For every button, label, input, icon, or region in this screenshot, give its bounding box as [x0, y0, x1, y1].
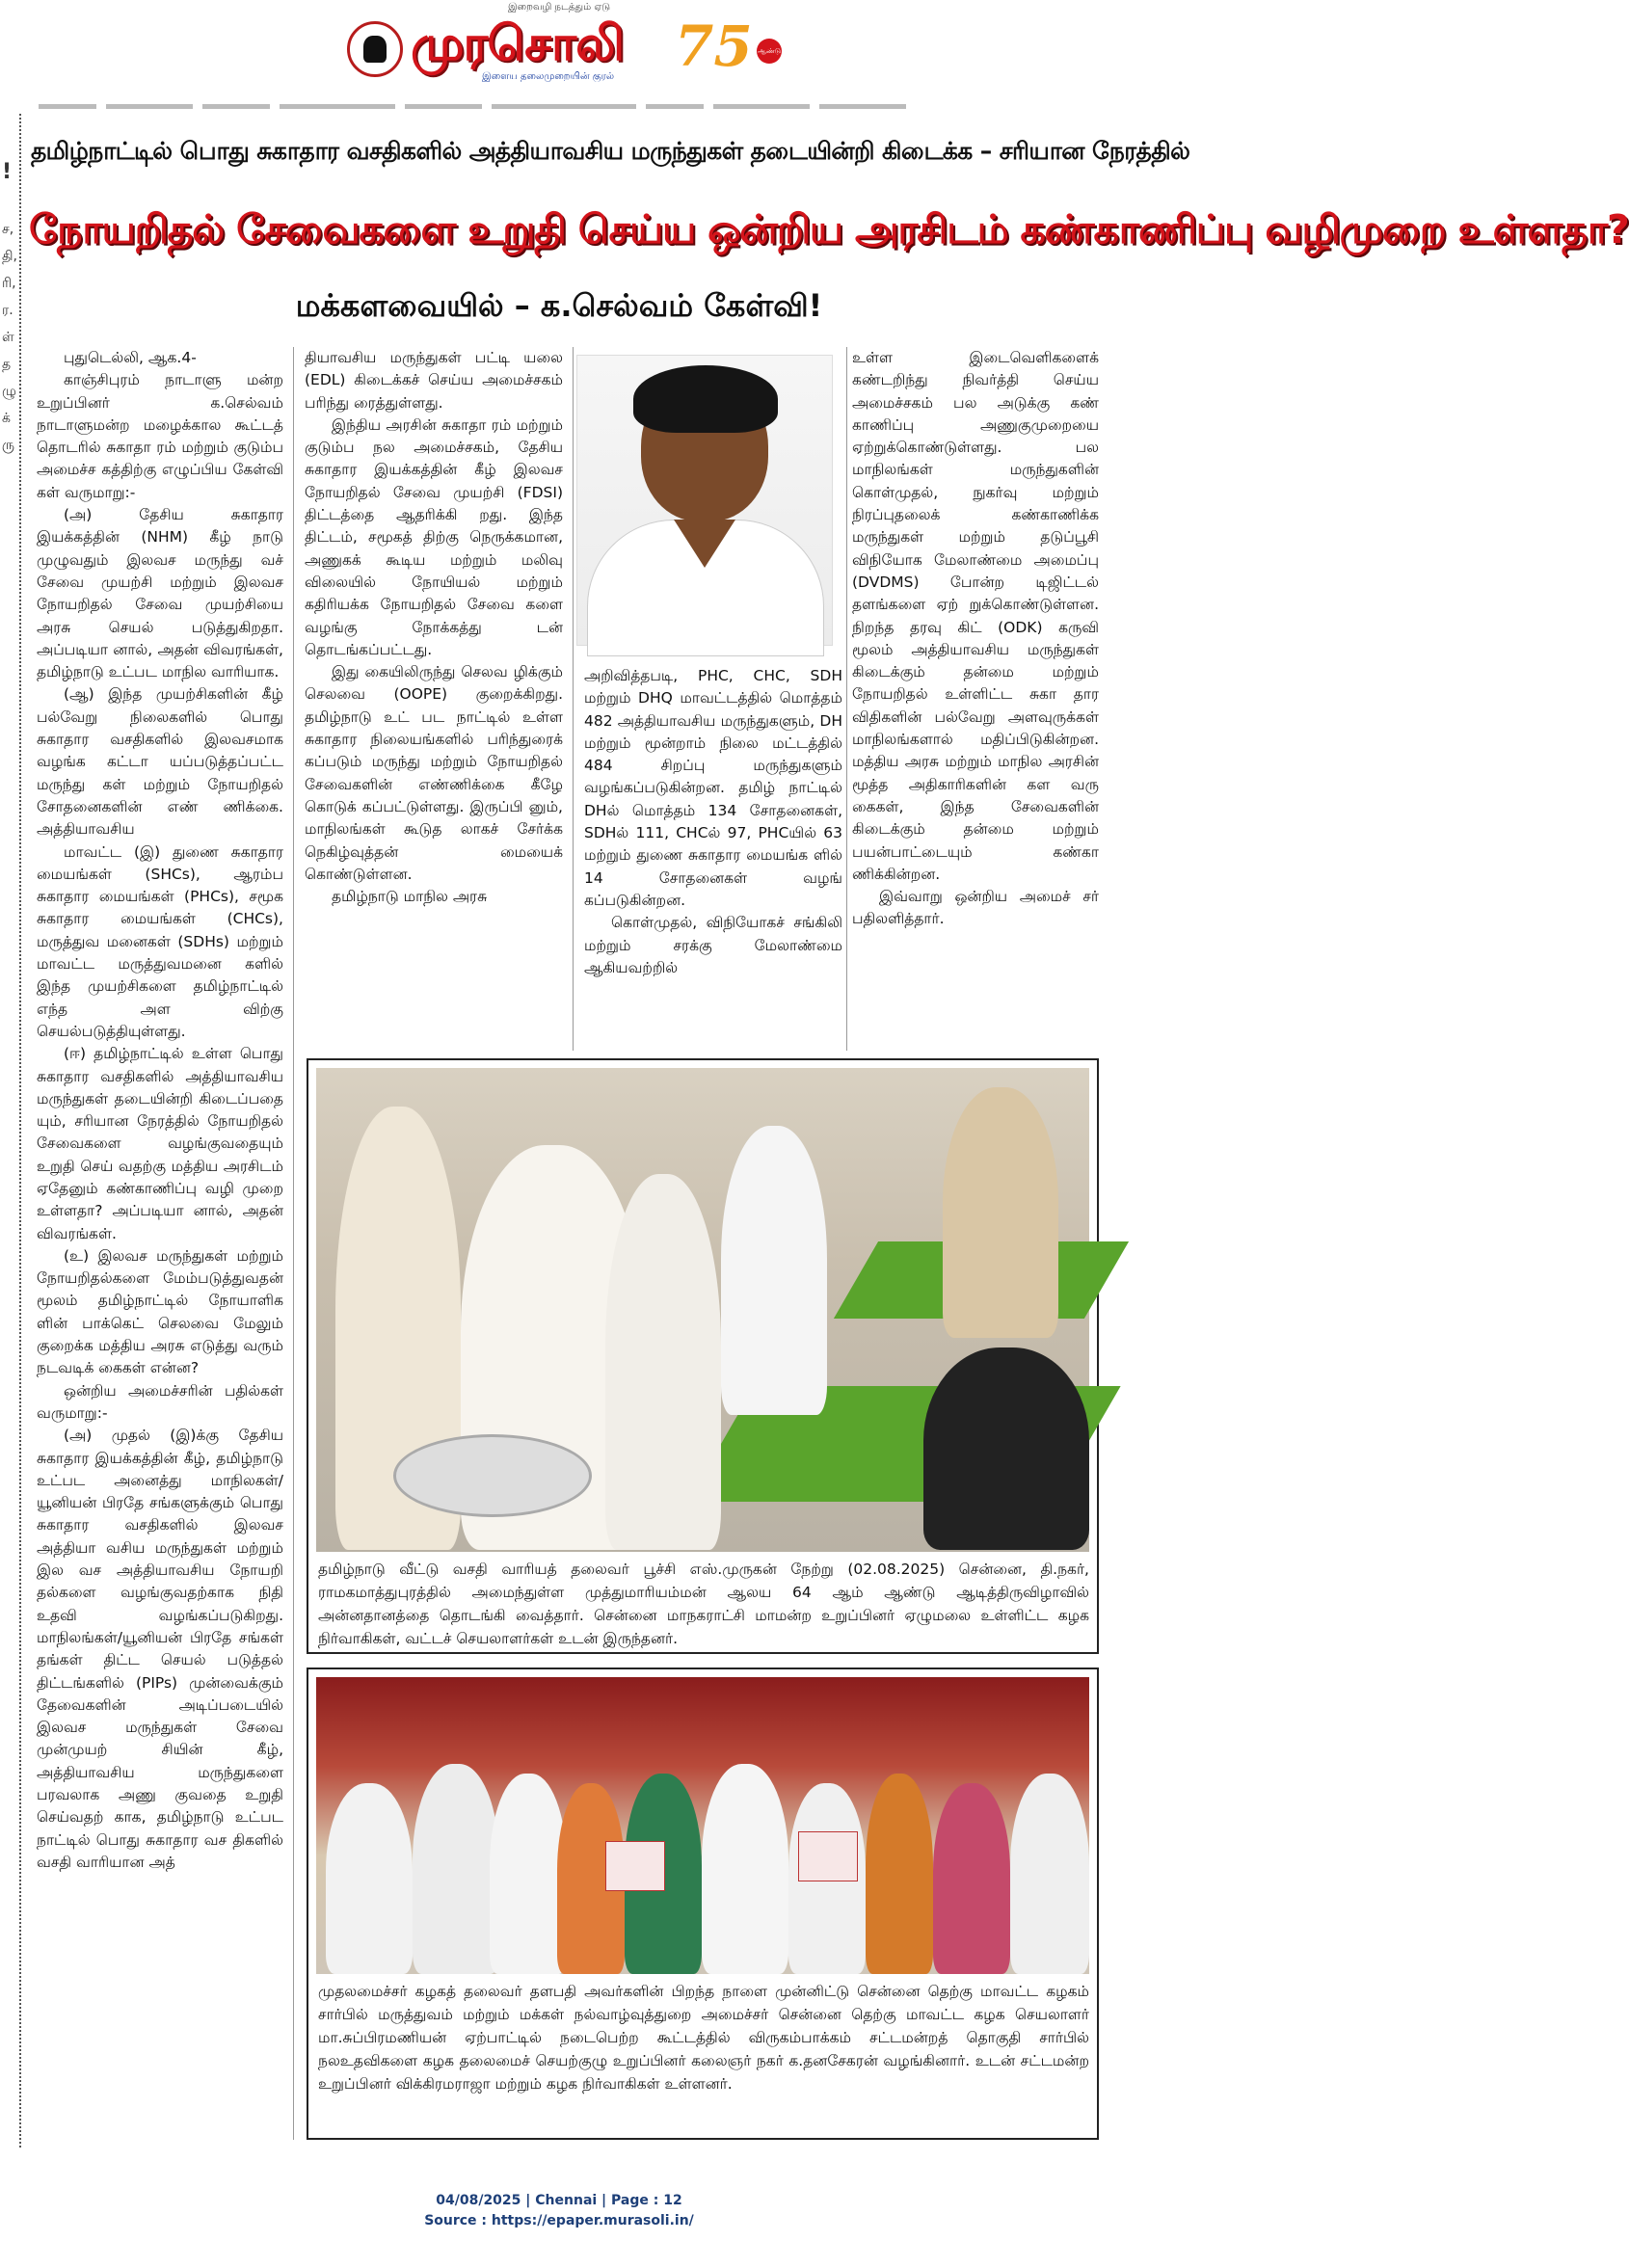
newspaper-title: முரசொலி: [411, 15, 624, 71]
portrait-hair: [633, 365, 778, 433]
column-rule: [293, 347, 294, 2140]
left-edge-glyph: ழு: [2, 384, 16, 399]
left-edge-glyph: ரு: [2, 438, 14, 453]
article-column-2: [305, 347, 563, 1060]
photo-caption-2: முதலமைச்சர் கழகத் தலைவர் தளபதி அவர்களின் பிறந்த நாளை முன்னிட்டு சென்னை தெற்கு மாவட்ட கழகம் சார்பில் மருத்துவம் மற்றும் மக்கள் நல்வாழ்வுத்துறை அமைச்சர் சென்னை தெற்கு மாவட்ட கழக செயலாளர் மா.சுப்பிரமணியன் ஏற்பாட்டில் நடைபெற்ற கூட்டத்தில் விருகம்பாக்கம் சட்டமன்றத் தொகுதி சார்பில் நலஉதவிகளை கழக தலைமைச் செயற்குழு உறுப்பினர் கலைஞர் நகர் க.தனசேகரன் வழங்கினார். உடன் சட்டமன்ற உறுப்பினர் விக்கிரமராஜா மற்றும் கழக நிர்வாகிகள் உள்ளனர்.: [318, 1983, 1089, 2093]
annadhanam-photo: [316, 1068, 1089, 1552]
anniversary-badge: ஆண்டு: [757, 39, 782, 64]
anniversary-number: 75: [675, 13, 753, 79]
photo-story-1: [307, 1058, 1099, 1654]
article-paragraph: இவ்வாறு ஒன்றிய அமைச் சர் பதிலளித்தார்.: [852, 888, 1099, 928]
article-paragraph: மாவட்ட (இ) துணை சுகாதார மையங்கள் (SHCs), ஆரம்ப சுகாதார மையங்கள் (PHCs), சமூக சுகாதார மையங்கள் (CHCs), மருத்துவ மனைகள் (SDHs) மற்றும் மாவட்ட மருத்துவமனை களில் இந்த முயற்சிகளை தமிழ்நாட்டில் எந்த அள விற்கு செயல்படுத்தியுள்ளது.: [37, 842, 283, 1040]
footer-source: Source : https://epaper.murasoli.in/: [424, 2213, 694, 2228]
article-paragraph: இந்திய அரசின் சுகாதா ரம் மற்றும் குடும்ப நல அமைச்சகம், தேசிய சுகாதார இயக்கத்தின் கீழ் இலவச நோயறிதல் சேவை முயற்சி (FDSI) திட்டத்தை ஆதரிக்கி றது. இந்த திட்டம், சமூகத் திற்கு நெருக்கமான, அணுகக் கூடிய மற்றும் மலிவு விலையில் நோயியல் மற்றும் கதிரியக்க நோயறிதல் சேவை களை வழங்கு நோக்கத்து டன் தொடங்கப்பட்டது.: [305, 415, 563, 658]
article-column-4: [852, 347, 1099, 1060]
article-paragraph: காஞ்சிபுரம் நாடாளு மன்ற உறுப்பினர் க.செல்வம் நாடாளுமன்ற மழைக்கால கூட்டத் தொடரில் சுகாதா ரம் மற்றும் குடும்ப அமைச்ச கத்திற்கு எழுப்பிய கேள்வி கள் வருமாறு:-: [37, 371, 283, 501]
article-paragraph: இது கையிலிருந்து செலவ ழிக்கும் செலவை (OOPE) குறைக்கிறது. தமிழ்நாடு உட் பட நாட்டில் உள்ள சுகாதார நிலையங்களில் பரிந்துரைக் கப்படும் மருந்து மற்றும் நோயறிதல் சேவைகளின் எண்ணிக்கை கீழே கொடுக் கப்பட்டுள்ளது. இருப்பி னும், மாநிலங்கள் கூடுத லாகச் சேர்க்க நெகிழ்வுத்தன் மையைக் கொண்டுள்ளன.: [305, 663, 563, 883]
party-emblem-icon: [347, 21, 403, 77]
person: [490, 1774, 567, 1974]
dateline: புதுடெல்லி, ஆக.4-: [64, 349, 197, 366]
mp-portrait-photo: [576, 355, 833, 646]
gift-box: [798, 1831, 858, 1881]
left-edge-glyph: ரி,: [2, 276, 16, 291]
column-rule: [846, 347, 847, 1051]
person: [605, 1174, 721, 1550]
person: [702, 1764, 788, 1974]
article-paragraph: தியாவசிய மருந்துகள் பட்டி யலை (EDL) கிடைக்கச் செய்ய அமைச்சகம் பரிந்து ரைத்துள்ளது.: [305, 349, 563, 412]
column-rule: [573, 347, 574, 1051]
cut-text-strip: [39, 96, 1099, 104]
article-subhead: மக்களவையில் – க.செல்வம் கேள்வி!: [295, 287, 823, 324]
article-paragraph: (ஆ) இந்த முயற்சிகளின் கீழ் பல்வேறு நிலைகளில் பொது சுகாதார வசதிகளில் இலவசமாக வழங்க கட்டா யப்படுத்தப்பட்ட மருந்து கள் மற்றும் நோயறிதல் சோதனைகளின் எண் ணிக்கை. அத்தியாவசிய: [37, 685, 283, 839]
masthead-logo: [337, 13, 790, 85]
article-paragraph: உள்ள இடைவெளிகளைக் கண்டறிந்து நிவர்த்தி செய்ய அமைச்சகம் பல அடுக்கு கண் காணிப்பு அணுகுமுறையை ஏற்றுக்கொண்டுள்ளது. பல மாநிலங்கள் மருந்துகளின் கொள்முதல், நுகர்வு மற்றும் நிரப்புதலைக் கண்காணிக்க மருந்துகள் மற்றும் தடுப்பூசி விநியோக மேலாண்மை அமைப்பு (DVDMS) போன்ற டிஜிட்டல் தளங்களை ஏற் றுக்கொண்டுள்ளன. நிறந்த தரவு கிட் (ODK) கருவி மூலம் அத்தியாவசிய மருந்துகள் கிடைக்கும் தன்மை மற்றும் நோயறிதல் உள்ளிட்ட சுகா தார விதிகளின் பல்வேறு அளவுருக்கள் மாநிலங்களால் மதிப்பிடுகின்றன. மத்திய அரசு மற்றும் மாநில அரசின் மூத்த அதிகாரிகளின் கள வரு கைகள், இந்த சேவைகளின் கிடைக்கும் தன்மை மற்றும் பயன்பாட்டையும் கண்கா ணிக்கின்றன.: [852, 349, 1099, 883]
article-headline: நோயறிதல் சேவைகளை உறுதி செய்ய ஒன்றிய அரசிடம் கண்காணிப்பு வழிமுறை உள்ளதா?: [29, 206, 1629, 253]
photo-story-2: [307, 1668, 1099, 2140]
article-paragraph: (உ) இலவச மருந்துகள் மற்றும் நோயறிதல்களை மேம்படுத்துவதன் மூலம் தமிழ்நாட்டில் நோயாளிக ளின் பாக்கெட் செலவை மேலும் குறைக்க மத்திய அரசு எடுத்து வரும் நடவடிக் கைகள் என்ன?: [37, 1246, 283, 1377]
left-edge-glyph: க்: [2, 411, 11, 426]
masthead-top-text: இறைவழி நடத்தும் ஏடு: [507, 2, 611, 13]
person: [326, 1783, 413, 1974]
article-column-3: [584, 665, 842, 1051]
gift-box: [605, 1841, 665, 1891]
article-paragraph: ஒன்றிய அமைச்சரின் பதில்கள் வருமாறு:-: [37, 1381, 283, 1422]
left-edge-fragments: [0, 106, 17, 2130]
left-edge-glyph: ச,: [2, 222, 14, 237]
person: [943, 1087, 1058, 1338]
left-edge-glyph: !: [2, 160, 13, 184]
photo-caption-1: தமிழ்நாடு வீட்டு வசதி வாரியத் தலைவர் பூச்சி எஸ்.முருகன் நேற்று (02.08.2025) சென்னை, தி.நகர், ராமகமாத்துபுரத்தில் அமைந்துள்ள முத்துமாரியம்மன் ஆலய 64 ஆம் ஆண்டு ஆடித்திருவிழாவில் அன்னதானத்தை தொடங்கி வைத்தார். சென்னை மாநகராட்சி மாமன்ற உறுப்பினர் ஏழுமலை உள்ளிட்ட கழக நிர்வாகிகள், வட்டச் செயலாளர்கள் உடன் இருந்தனர்.: [318, 1561, 1089, 1647]
person: [1010, 1774, 1089, 1974]
column-divider-dotted: [19, 114, 21, 2148]
newspaper-tagline: இளைய தலைமுறையின் குரல்: [482, 71, 615, 82]
article-kicker: தமிழ்நாட்டில் பொது சுகாதார வசதிகளில் அத்தியாவசிய மருந்துகள் தடையின்றி கிடைக்க – சரியான நேரத்தில்: [31, 137, 1190, 165]
article-paragraph: (அ) தேசிய சுகாதார இயக்கத்தின் (NHM) கீழ் நாடு முழுவதும் இலவச மருந்து வச் சேவை முயற்சி மற்றும் இலவச நோயறிதல் சேவை முயற்சியை அரசு செயல் படுத்துகிறதா. அப்படியா னால், அதன் விவரங்கள், தமிழ்நாடு உட்பட மாநில வாரியாக.: [37, 506, 283, 681]
person: [933, 1783, 1010, 1974]
left-edge-glyph: ர.: [2, 303, 13, 318]
article-paragraph: அறிவித்தபடி, PHC, CHC, SDH மற்றும் DHQ மாவட்டத்தில் மொத்தம் 482 அத்தியாவசிய மருந்துகளும், DH மற்றும் மூன்றாம் நிலை மட்டத்தில் 484 சிறப்பு மருந்துகளும் வழங்கப்படுகின்றன. தமிழ் நாட்டில் DHல் மொத்தம் 134 சோதனைகள், SDHல் 111, CHCல் 97, PHCயில் 63 மற்றும் துணை சுகாதார மையங்க ளில் 14 சோதனைகள் வழங் கப்படுகின்றன.: [584, 667, 842, 909]
article-paragraph: தமிழ்நாடு மாநில அரசு: [332, 888, 488, 906]
person: [413, 1764, 499, 1974]
page-footer: [0, 2191, 1118, 2231]
masthead: [0, 0, 1118, 87]
person: [866, 1774, 933, 1974]
left-edge-glyph: தி,: [2, 249, 17, 264]
article-column-1: [37, 347, 283, 2140]
article-paragraph: (அ) முதல் (இ)க்கு தேசிய சுகாதார இயக்கத்தின் கீழ், தமிழ்நாடு உட்பட அனைத்து மாநிலகள்/யூனியன் பிரதே சங்களுக்கும் பொது சுகாதார வசதிகளில் இலவச அத்தியா வசிய மருந்துகள் மற்றும் இல வச அத்தியாவசிய நோயறி தல்களை வழங்குவதற்காக நிதி உதவி வழங்கப்படுகிறது. மாநிலங்கள்/யூனியன் பிரதே சங்கள் தங்கள் திட்ட செயல் படுத்தல் திட்டங்களில் (PIPs) முன்வைக்கும் தேவைகளின் அடிப்படையில் இலவச மருந்துகள் சேவை முன்முயற் சியின் கீழ், அத்தியாவசிய மருந்துகளை பரவலாக அணு குவதை உறுதி செய்வதற் காக, தமிழ்நாடு உட்பட நாட்டில் பொது சுகாதார வச திகளில் வசதி வாரியான அத்: [37, 1427, 283, 1871]
left-edge-glyph: த: [2, 357, 12, 372]
article-paragraph: கொள்முதல், விநியோகச் சங்கிலி மற்றும் சரக்கு மேலாண்மை ஆகியவற்றில்: [584, 914, 842, 976]
person: [721, 1126, 827, 1415]
footer-date-page: 04/08/2025 | Chennai | Page : 12: [436, 2193, 682, 2208]
left-edge-glyph: ள்: [2, 330, 14, 345]
article-paragraph: (ஈ) தமிழ்நாட்டில் உள்ள பொது சுகாதார வசதிகளில் அத்தியாவசிய மருந்துகள் தடையின்றி கிடைப்பதை யும், சரியான நேரத்தில் நோயறிதல் சேவைகளை வழங்குவதையும் உறுதி செய் வதற்கு மத்திய அரசிடம் ஏதேனும் கண்காணிப்பு வழி முறை உள்ளதா? அப்படியா னால், அதன் விவரங்கள்.: [37, 1045, 283, 1242]
rice-plate: [393, 1434, 592, 1517]
person: [923, 1347, 1089, 1550]
welfare-event-photo: [316, 1677, 1089, 1974]
